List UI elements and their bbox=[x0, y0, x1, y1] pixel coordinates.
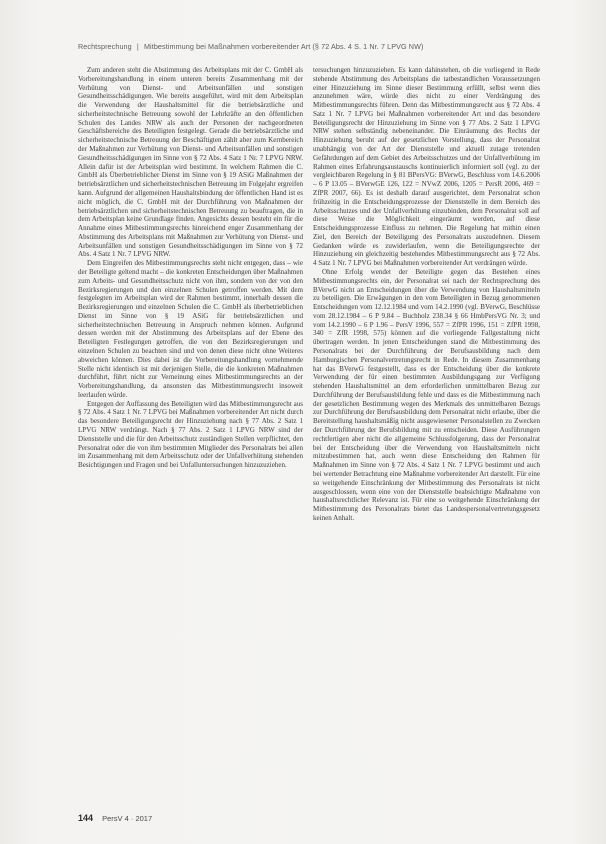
left-paragraph-2: Dem Eingreifen des Mitbestimmungsrechts steht nicht entgegen, dass – wie der Beteiligte geltend macht – die konkreten Entscheidungen über Maßnahmen zum Arbeits- und Gesundheitsschutz nicht von ihm, sondern von der von den Bezirksregierungen und den einzelnen Schulen getroffen werden. Mit dem festgelegten im Arbeitsplan wird der Rahmen bestimmt, innerhalb dessen die Bezirksregierungen und einzelnen Schulen die C. GmbH als überbetrieblichen Dienst im Sinne von § 19 ASiG für betriebsärztlichen und sicherheitstechnischen Betreuung in Anspruch nehmen können. Aufgrund dessen werden mit der Abstimmung des Arbeitsplans auf der Ebene des Beteiligten Festlegungen getroffen, die von den Bezirksregierungen und einzelnen Schulen zu beachten sind und von denen diese nicht ohne Weiteres abweichen können. Dies dabei ist die Vorbereitungshandlung vornehmende Stelle nicht identisch ist mit derjenigen Stelle, die die konkreten Maßnahmen durchführt, führt nicht zur Verneinung eines Mitbestimmungsrechts an der Vorbereitungshandlung, da ansonsten das Mitbestimmungsrecht insoweit leerlaufen würde. bbox=[78, 259, 303, 399]
right-column bbox=[313, 66, 540, 778]
running-header-title: Mitbestimmung bei Maßnahmen vorbereitender Art (§ 72 Abs. 4 S. 1 Nr. 7 LPVG NW) bbox=[143, 42, 424, 51]
page-footer bbox=[78, 813, 152, 823]
running-header-section: Rechtsprechung bbox=[78, 42, 132, 51]
journal-issue: PersV 4 · 2017 bbox=[102, 814, 153, 823]
left-paragraph-1: Zum anderen steht die Abstimmung des Arbeitsplans mit der C. GmbH als Vorbereitungshandlung in einem unteren bereits Zusammenhang mit der Verhütung von Dienst- und Arbeitsunfällen und sonstigen Gesundheitsschädigungen. Wie bereits ausgeführt, wird mit dem Arbeitsplan die Verwendung der Haushaltsmittel für die betriebsärztliche und sicherheitstechnische Betreuung sowohl der Lehrkräfte an den öffentlichen Schulen des Landes NRW als auch der Personen der nachgeordneten Geschäftsbereiche des Beteiligten festgelegt. Gerade die betriebsärztliche und sicherheitstechnische Betreuung der Beschäftigten zählt aber zum Kernbereich der Maßnahmen zur Verhütung von Dienst- und Arbeitsunfällen und sonstigen Gesundheitsschädigungen im Sinne von § 72 Abs. 4 Satz 1 Nr. 7 LPVG NRW. Allein dafür ist der Arbeitsplan wird bestimmt. In welchem Rahmen die C. GmbH als Überbetrieblicher Dienst im Sinne von § 19 ASiG Maßnahmen der betriebsärztlichen und sicherheitstechnischen Betreuung im Folgejahr ergreifen kann. Aufgrund der allgemeinen Haushaltsbindung der öffentlichen Hand ist es nicht möglich, die C. GmbH mit der Durchführung von Maßnahmen der betriebsärztlichen und sicherheitstechnischen Betreuung zu beauftragen, die in dem Arbeitsplan keine Grundlage finden. Angesichts dessen besteht ein für die Annahme eines Mitbestimmungsrechts hinreichend enger Zusammenhang der Abstimmung des Arbeitsplans mit Maßnahmen zur Verhütung von Dienst- und Arbeitsunfällen und sonstigen Gesundheitsschädigungen im Sinne von § 72 Abs. 4 Satz 1 Nr. 7 LPVG NRW. bbox=[78, 66, 303, 259]
left-paragraph-3: Entgegen der Auffassung des Beteiligten wird das Mitbestimmungsrecht aus § 72 Abs. 4 Satz 1 Nr. 7 LPVG bei Maßnahmen vorbereitender Art nicht durch das besondere Beteiligungsrecht der Hinzuziehung nach § 77 Abs. 2 Satz 1 LPVG NRW verdrängt. Nach § 77 Abs. 2 Satz 1 LPVG NRW sind der Dienststelle und die für den Arbeitsschutz zuständigen Stellen verpflichtet, den Personalrat oder die von ihm bestimmten Mitglieder des Personalrats bei allen im Zusammenhang mit dem Arbeitsschutz oder der Unfallverhütung stehenden Besichtigungen und Fragen und bei Unfalluntersuchungen hinzuzuziehen. bbox=[78, 399, 303, 470]
running-header-separator: | bbox=[136, 42, 139, 51]
page-number: 144 bbox=[78, 813, 94, 823]
left-column bbox=[78, 66, 303, 778]
right-paragraph-1: tersuchungen hinzuzuziehen. Es kann dahinstehen, ob die vorliegend in Rede stehende Abstimmung des Arbeitsplans die tatbestandlichen Voraussetzungen einer Hinzuziehung im Sinne dieser Bestimmung erfüllt, selbst wenn dies anzunehmen wäre, würde dies nicht zu einer Verdrängung des Mitbestimmungsrechts führen. Denn das Mitbestimmungsrecht aus § 72 Abs. 4 Satz 1 Nr. 7 LPVG bei Maßnahmen vorbereitender Art und das besondere Beteiligungsrecht der Hinzuziehung im Sinne von § 77 Abs. 2 Satz 1 LPVG NRW stehen selbständig nebeneinander. Die Einräumung des Rechts der Hinzuziehung beruht auf der gesetzlichen Vorstellung, dass der Personalrat unabhängig von der Art der Dienststelle und aktuell zutage tretenden Gefährdungen auf dem Gebiet des Arbeitsschutzes und der Unfallverhütung im Rahmen eines Erfahrungsaustauschs kontinuierlich informiert soll (vgl. zu der vergleichbaren Regelung in § 81 BPersVG: BVerwG, Beschluss vom 14.6.2006 – 6 P 13.05 – BVerwGE 126, 122 = NVwZ 2006, 1205 = PersR 2006, 469 = ZfPR 2007, 66). Es ist deshalb darauf ausgerichtet, dem Personalrat schon frühzeitig in die Entscheidungsprozesse der Dienststelle in dem Bereich des Arbeitsschutzes und der Unfallverhütung einzubinden, dem Personalrat soll auf diese Weise die Möglichkeit eingeräumt werden, auf diese Entscheidungsprozesse Einfluss zu nehmen. Die Regelung hat mithin einen Ziel, den Bereich der Beteiligung des Personalrats auszudehnen. Diesem Gedanken würde es zuwiderlaufen, wenn die Beteiligungsrechte der Hinzuziehung ein gleichzeitig bestehendes Mitbestimmungsrecht aus § 72 Abs. 4 Satz 1 Nr. 7 LPVG bei Maßnahmen vorbereitender Art verdrängen würde. bbox=[313, 66, 540, 268]
right-paragraph-2: Ohne Erfolg wendet der Beteiligte gegen das Bestehen eines Mitbestimmungsrechts ein, der Personalrat sei nach der Rechtsprechung des BVerwG nicht an Entscheidungen über die Verwendung von Haushaltsmitteln zu beteiligen. Die Erwägungen in den vom Beteiligten in Bezug genommenen Entscheidungen vom 12.12.1984 und vom 14.2.1990 (vgl. BVerwG, Beschlüsse vom 28.12.1984 – 6 P 9.84 – Buchholz 238.34 § 66 HmbPersVG Nr. 3; und vom 14.2.1990 – 6 P 1.96 – PersV 1996, 557 = ZfPR 1996, 151 = ZfPR 1998, 340 = ZfR 1998, 575) können auf die vorliegende Fallgestaltung nicht übertragen werden. In jenen Entscheidungen stand die Mitbestimmung des Personalrats bei der Durchführung der Berufsausbildung nach dem Hamburgischen Personalvertretungsrecht in Rede. In diesem Zusammenhang hat das BVerwG festgestellt, dass es der Entscheidung über die konkrete Verwendung der für einen bestimmten Ausbildungsgang zur Verfügung stehenden Haushaltsmittel an dem erforderlichen unmittelbaren Bezug zur Durchführung der Berufsausbildung fehle und dass es die Mitbestimmung nach der gesetzlichen Bestimmung wegen des Merkmals des unmittelbaren Bezugs zur Durchführung der Berufsausbildung dem Personalrat nicht erlaube, über die Bereitstellung haushaltsmäßig nicht ausgewiesener Personalstellen zu Zwecken der Durchführung der Berufsbildung mit zu entscheiden. Diese Ausführungen rechtfertigen aber nicht die allgemeine Schlussfolgerung, dass der Personalrat bei der Entscheidung über die Verwendung von Haushaltsmitteln nicht mitzubestimmen hat, auch wenn diese Entscheidung den Rahmen für Maßnahmen im Sinne von § 72 Abs. 4 Satz 1 Nr. 7 LPVG bestimmt und auch bei wertender Betrachtung eine Maßnahme vorbereitender Art darstellt. Für eine so weitgehende Einschränkung der Mitbestimmung des Personalrats ist nicht ausgeschlossen, wenn eine von der Dienststelle beabsichtigte Maßnahme von haushaltsrechtlicher Relevanz ist. Für eine so weitgehende Einschränkung der Mitbestimmung des Personalrats bietet das Landespersonalvertretungsgesetz keinen Anhalt. bbox=[313, 267, 540, 522]
running-header bbox=[78, 42, 548, 51]
